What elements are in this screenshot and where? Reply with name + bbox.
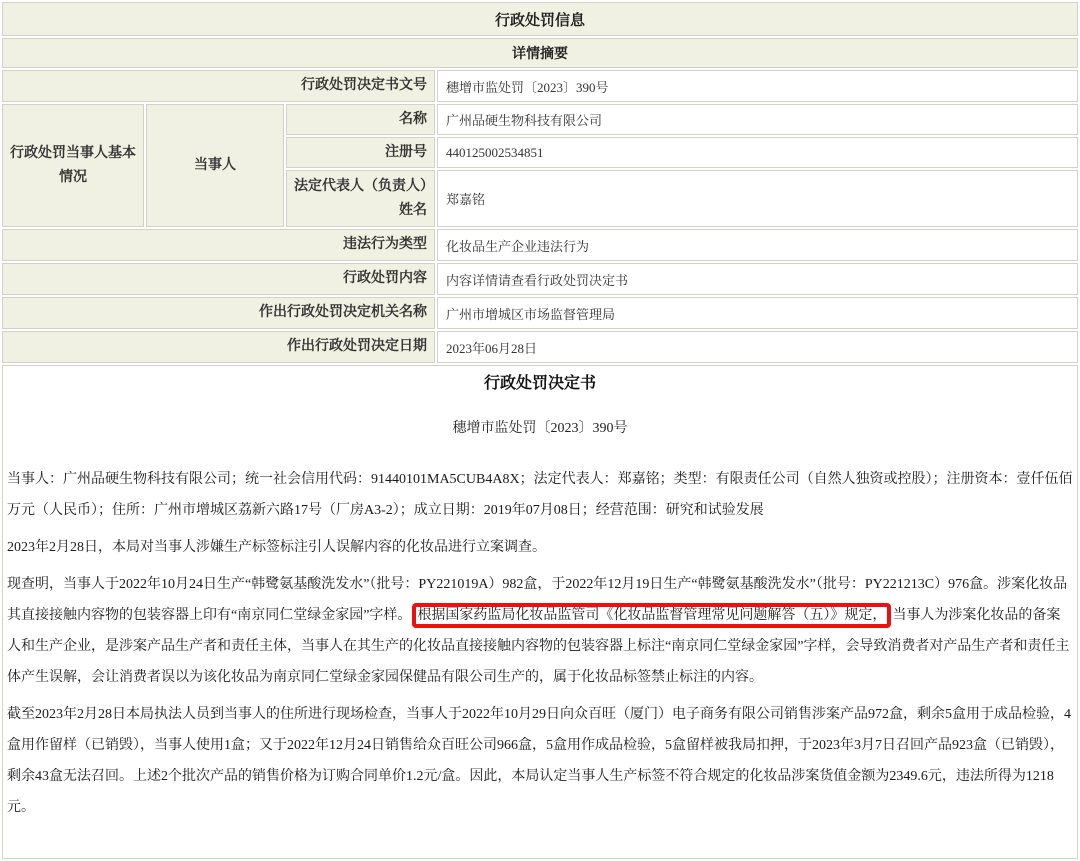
title-row xyxy=(2,2,1078,36)
page-title: 行政处罚信息 xyxy=(2,2,1078,36)
decision-doc-body xyxy=(7,464,1073,823)
paragraph-case-filing: 2023年2月28日，本局对当事人涉嫌生产标签标注引人误解内容的化妆品进行立案调查。 xyxy=(7,540,546,555)
reg-number-label: 注册号 xyxy=(286,137,435,168)
penalty-content-label: 行政处罚内容 xyxy=(2,263,435,295)
party-label: 当事人 xyxy=(146,104,284,227)
penalty-content-row xyxy=(2,263,1078,295)
violation-type-value: 化妆品生产企业违法行为 xyxy=(437,229,1078,261)
penalty-content-value: 内容详情请查看行政处罚决定书 xyxy=(437,263,1078,295)
decision-document xyxy=(2,365,1078,859)
party-name-row xyxy=(2,104,1078,135)
doc-number-value: 穗增市监处罚〔2023〕390号 xyxy=(437,70,1078,102)
decision-document-row xyxy=(2,365,1078,859)
doc-number-label: 行政处罚决定书文号 xyxy=(2,70,435,102)
decision-doc-number: 穗增市监处罚〔2023〕390号 xyxy=(452,421,628,436)
paragraph-findings xyxy=(7,569,1073,693)
findings-before-highlight: 现查明，当事人于2022年10月24日生产“韩鹭氨基酸洗发水”（批号：PY221019A）982盒，于2022年12月19日生产“韩鹭氨基酸洗发水”（批号：PY221213C）976盒。涉案化妆品其直接接触内容物的包装容器上印有“南京同仁堂绿金家园”字样。 xyxy=(7,577,1068,623)
decision-date-value: 2023年06月28日 xyxy=(437,331,1078,363)
party-group-label: 行政处罚当事人基本情况 xyxy=(2,104,144,227)
violation-type-row xyxy=(2,229,1078,261)
authority-row xyxy=(2,297,1078,329)
paragraph-party-info: 当事人：广州品硬生物科技有限公司；统一社会信用代码：91440101MA5CUB4A8X；法定代表人：郑嘉铭；类型：有限责任公司（自然人独资或控股）；注册资本：壹仟伍佰万元（人民币）；住所：广州市增城区荔新六路17号（厂房A3-2）；成立日期：2019年07月08日；经营范围：研究和试验发展 xyxy=(7,472,1073,518)
summary-row xyxy=(2,38,1078,68)
decision-doc-title: 行政处罚决定书 xyxy=(483,375,596,392)
decision-date-label: 作出行政处罚决定日期 xyxy=(2,331,435,363)
findings-after-highlight: 当事人为涉案化妆品的备案人和生产企业，是涉案产品生产者和责任主体，当事人在其生产的化妆品直接接触内容物的包装容器上标注“南京同仁堂绿金家园”字样，会导致消费者对产品生产者和责任主体产生误解，会让消费者误以为该化妆品为南京同仁堂绿金家园保健品有限公司生产的，属于化妆品标签禁止标注的内容。 xyxy=(7,608,1070,685)
summary-title: 详情摘要 xyxy=(2,38,1078,68)
reg-number-value: 440125002534851 xyxy=(437,137,1078,168)
authority-value: 广州市增城区市场监督管理局 xyxy=(437,297,1078,329)
name-value: 广州品硬生物科技有限公司 xyxy=(437,104,1078,135)
name-label: 名称 xyxy=(286,104,435,135)
legal-rep-label: 法定代表人（负责人）姓名 xyxy=(286,170,435,227)
decision-date-row xyxy=(2,331,1078,363)
authority-label: 作出行政处罚决定机关名称 xyxy=(2,297,435,329)
violation-type-label: 违法行为类型 xyxy=(2,229,435,261)
doc-number-row xyxy=(2,70,1078,102)
highlighted-regulation-text: 根据国家药监局化妆品监管司《化妆品监督管理常见问题解答（五）》规定， xyxy=(412,603,891,628)
legal-rep-value: 郑嘉铭 xyxy=(437,170,1078,227)
paragraph-inspection: 截至2023年2月28日本局执法人员到当事人的住所进行现场检查，当事人于2022年10月29日向众百旺（厦门）电子商务有限公司销售涉案产品972盒，剩余5盒用于成品检验，4盒用作留样（已销毁），当事人使用1盒；又于2022年12月24日销售给众百旺公司966盒，5盒用作成品检验，5盒留样被我局扣押，于2023年3月7日召回产品923盒（已销毁），剩余43盒无法召回。上述2个批次产品的销售价格为订购合同单价1.2元/盒。因此，本局认定当事人生产标签不符合规定的化妆品涉案货值金额为2349.6元，违法所得为1218元。 xyxy=(7,707,1071,815)
